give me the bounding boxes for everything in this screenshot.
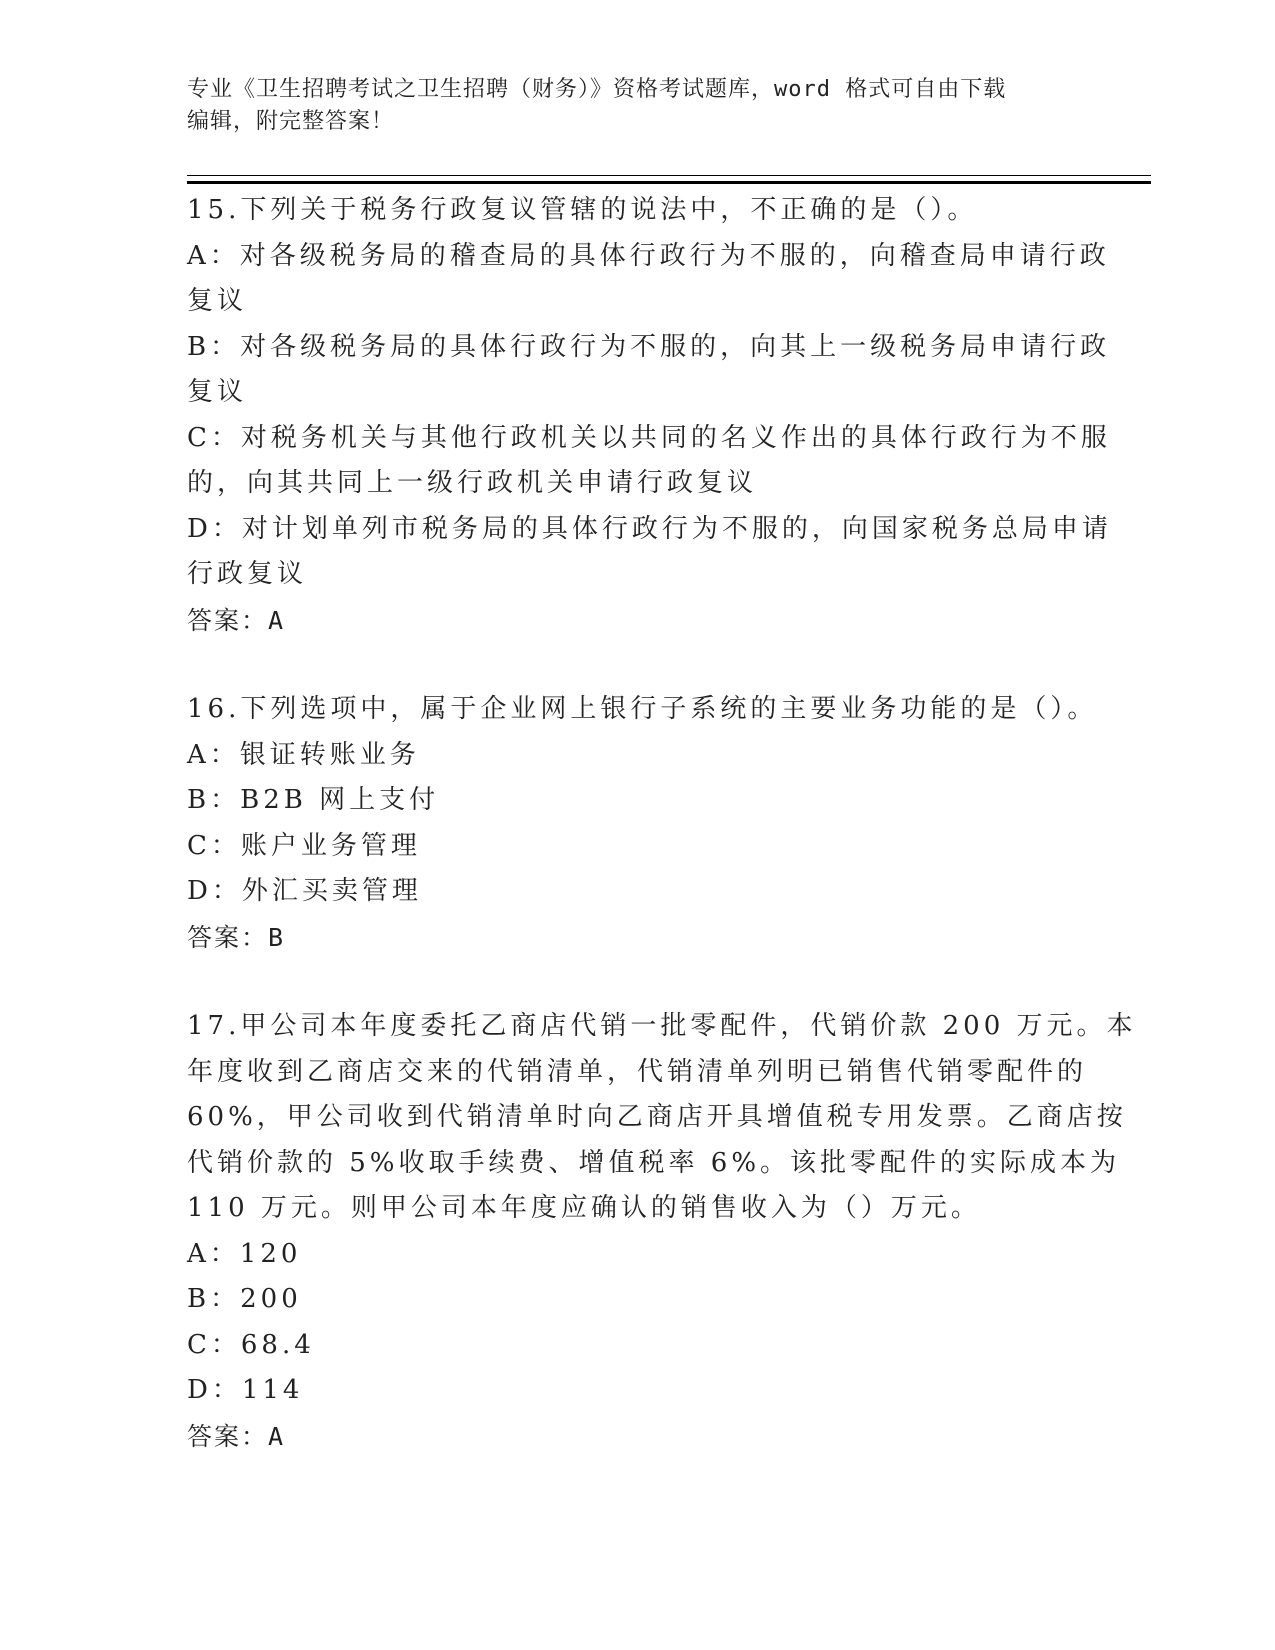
question-17 [187, 1004, 1137, 1459]
option-text: 的，向其共同上一级行政机关申请行政复议 [187, 468, 758, 498]
question-stem: 16.下列选项中，属于企业网上银行子系统的主要业务功能的是（）。 [187, 694, 1098, 724]
option-text: 行政复议 [187, 559, 308, 589]
option-a: A：银证转账业务 [187, 739, 420, 770]
question-stem: 15.下列关于税务行政复议管辖的说法中，不正确的是（）。 [187, 195, 978, 225]
question-list [187, 188, 1137, 1503]
option-text: 复议 [187, 286, 248, 316]
option-text: D：对计划单列市税务局的具体行政行为不服的，向国家税务总局申请 [187, 513, 1112, 544]
option-c: C：账户业务管理 [187, 830, 421, 861]
option-text: 复议 [187, 377, 248, 407]
option-a: A：120 [187, 1238, 302, 1269]
option-b [187, 325, 1111, 416]
option-text: A：对各级税务局的稽查局的具体行政行为不服的，向稽查局申请行政 [187, 240, 1110, 271]
header-divider-thick [187, 181, 1151, 184]
question-stem: 代销价款的 5%收取手续费、增值税率 6%。该批零配件的实际成本为 [187, 1147, 1121, 1178]
question-stem: 年度收到乙商店交来的代销清单，代销清单列明已销售代销零配件的 [187, 1056, 1088, 1087]
header-divider-thin [187, 175, 1151, 176]
option-b: B：200 [187, 1284, 302, 1314]
option-text: B：对各级税务局的具体行政行为不服的，向其上一级税务局申请行政 [187, 331, 1111, 362]
answer-label: 答案： [187, 1421, 269, 1451]
option-text: C：对税务机关与其他行政机关以共同的名义作出的具体行政行为不服 [187, 422, 1111, 453]
answer-line [187, 598, 1087, 644]
question-stem: 17.甲公司本年度委托乙商店代销一批零配件，代销价款 200 万元。本 [187, 1011, 1137, 1041]
option-a [187, 234, 1110, 325]
option-d: D：114 [187, 1375, 304, 1405]
answer-line [187, 915, 1087, 961]
question-15 [187, 188, 1112, 643]
document-header [187, 74, 1087, 138]
question-stem: 110 万元。则甲公司本年度应确认的销售收入为（）万元。 [187, 1193, 981, 1223]
option-d: D：外汇买卖管理 [187, 876, 422, 906]
option-b: B：B2B 网上支付 [187, 785, 440, 815]
option-d [187, 507, 1112, 598]
answer-label: 答案： [187, 605, 269, 635]
question-16 [187, 687, 1098, 960]
answer-label: 答案： [187, 922, 269, 952]
question-stem: 60%，甲公司收到代销清单时向乙商店开具增值税专用发票。乙商店按 [187, 1102, 1127, 1132]
option-c [187, 416, 1111, 507]
header-line-1: 专业《卫生招聘考试之卫生招聘（财务）》资格考试题库，word 格式可自由下载 [187, 77, 1007, 102]
answer-value: B [268, 922, 286, 952]
option-c: C：68.4 [187, 1329, 315, 1360]
answer-value: A [268, 1421, 286, 1451]
header-line-2: 编辑，附完整答案！ [187, 109, 395, 134]
answer-line [187, 1414, 1087, 1460]
answer-value: A [268, 605, 286, 635]
